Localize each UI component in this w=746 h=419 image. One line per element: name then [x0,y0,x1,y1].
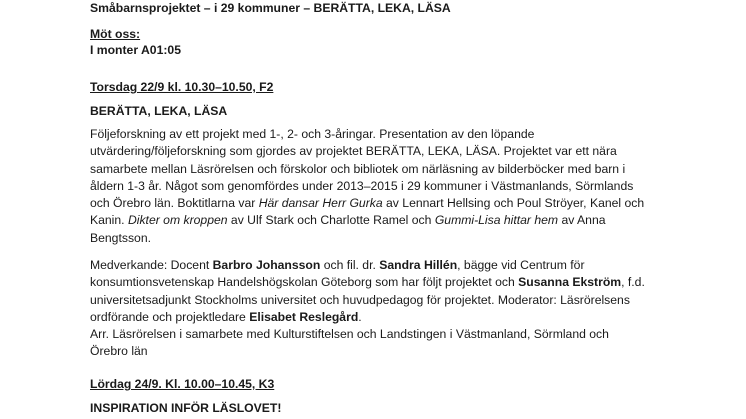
contrib-text: . [358,309,362,324]
event1-description [90,126,690,247]
event1-contributors [90,257,690,326]
booth-location: I monter A01:05 [90,43,181,57]
contrib-text: konsumtionsvetenskap Handelshögskolan Göteborg som har följt projektet och [90,275,519,290]
contrib-line: universitetsadjunkt Stockholms universitet och huvudpedagog för projektet. Moderator: Läsrörelsens [90,292,630,307]
person-name: Elisabet Reslegård [249,309,359,324]
desc-line: utvärdering/följeforskning som gjordes av projektet BERÄTTA, LEKA, LÄSA. Projektet var ett nära [90,144,617,159]
event1-organizers [90,326,690,361]
contrib-text: Medverkande: Docent [90,258,213,272]
desc-text: och Örebro län. Boktitlarna var [90,196,259,211]
contrib-line [90,274,690,291]
desc-text: Kanin. [90,213,128,228]
desc-text: av Anna [558,213,606,228]
desc-line [90,195,690,212]
desc-line: åldern 1-3 år. Något som genomfördes under 2013–2015 i 29 kommuner i Västmanlands, Sörmlands [90,178,634,193]
arr-line: Örebro län [90,344,148,359]
event2-title: INSPIRATION INFÖR LÄSLOVET! [90,401,282,415]
contrib-text: ordförande och projektledare [90,309,250,324]
contrib-text: , bägge vid Centrum för [457,258,585,272]
contrib-line [90,309,690,326]
book-title: Gummi-Lisa hittar hem [434,213,559,228]
contrib-text: , f.d. [621,275,645,290]
desc-text: av Ulf Stark och Charlotte Ramel och [227,213,435,228]
person-name: Susanna Ekström [518,275,622,290]
event1-date: Torsdag 22/9 kl. 10.30–10.50, F2 [90,80,274,94]
person-name: Sandra Hillén [379,258,458,272]
contrib-text: och fil. dr. [320,258,380,272]
person-name: Barbro Johansson [212,258,321,272]
desc-line: Bengtsson. [90,230,151,245]
contrib-line [90,257,690,274]
desc-line: samarbete mellan Läsrörelsen och förskolor och bibliotek om närläsning av bilderböcker med barn i [90,161,626,176]
desc-line [90,212,690,229]
book-title: Här dansar Herr Gurka [258,196,383,211]
event2-date: Lördag 24/9. Kl. 10.00–10.45, K3 [90,377,275,391]
project-title: Småbarnsprojektet – i 29 kommuner – BERÄTTA, LEKA, LÄSA [90,1,451,15]
desc-line: Följeforskning av ett projekt med 1-, 2- och 3-åringar. Presentation av den löpande [90,127,535,141]
book-title: Dikter om kroppen [127,213,228,228]
arr-line: Arr. Läsrörelsen i samarbete med Kulturstiftelsen och Landstingen i Västmanland, Sörmland och [90,327,609,341]
event1-title: BERÄTTA, LEKA, LÄSA [90,104,228,118]
desc-text: av Lennart Hellsing och Poul Ströyer, Kanel och [382,196,645,211]
meet-us-heading: Möt oss: [90,27,141,41]
